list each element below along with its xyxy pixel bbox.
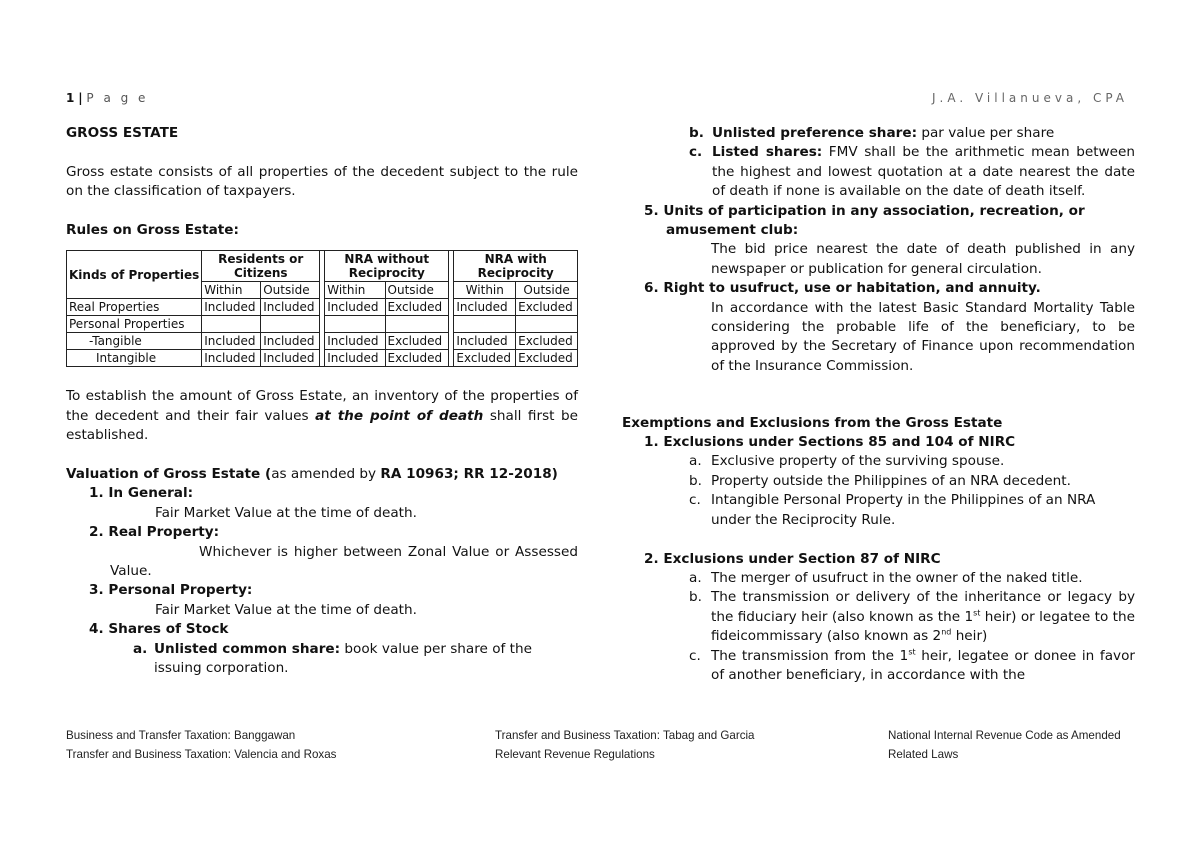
item-real-text: Whichever is higher between Zonal Value or Assessed Value. bbox=[110, 543, 578, 580]
within-label: Within bbox=[202, 282, 261, 299]
row-label: Intangible bbox=[67, 350, 202, 367]
doc-title: GROSS ESTATE bbox=[66, 125, 179, 141]
table-cell bbox=[454, 316, 516, 333]
table-cell: Included bbox=[261, 350, 320, 367]
footer-ref: Relevant Revenue Regulations bbox=[495, 748, 655, 761]
exclusions-85-heading: 1. Exclusions under Sections 85 and 104 of NIRC bbox=[644, 434, 1016, 451]
table-cell bbox=[516, 316, 578, 333]
table-cell bbox=[202, 316, 261, 333]
table-cell: Included bbox=[454, 299, 516, 316]
outside-label: Outside bbox=[516, 282, 578, 299]
group-residents: Residents or Citizens bbox=[202, 251, 320, 282]
table-cell: Included bbox=[325, 299, 385, 316]
row-label: Personal Properties bbox=[67, 316, 202, 333]
left-column bbox=[66, 124, 578, 678]
intro-paragraph: Gross estate consists of all properties of the decedent subject to the rule on the classification of taxpayers. bbox=[66, 163, 578, 200]
item-units-text: The bid price nearest the date of death published in any newspaper or publication for general circulation. bbox=[711, 241, 1135, 277]
table-cell bbox=[385, 316, 449, 333]
right-column bbox=[622, 124, 1135, 685]
footer-references-1 bbox=[66, 726, 336, 764]
table-cell: Excluded bbox=[385, 299, 449, 316]
table-cell bbox=[325, 316, 385, 333]
table-cell: Included bbox=[202, 350, 261, 367]
page-num: 1 bbox=[66, 91, 75, 105]
footer-ref: Transfer and Business Taxation: Tabag and Garcia bbox=[495, 729, 755, 742]
list-item: c. Intangible Personal Property in the Philippines of an NRA under the Reciprocity Rule. bbox=[689, 492, 1096, 528]
group-nra-with: NRA with Reciprocity bbox=[454, 251, 578, 282]
item-real-heading: 2. Real Property: bbox=[89, 524, 220, 541]
outside-label: Outside bbox=[385, 282, 449, 299]
table-cell: Included bbox=[202, 299, 261, 316]
item-usufruct-heading: 6. Right to usufruct, use or habitation, and annuity. bbox=[644, 280, 1041, 297]
footer-references-3 bbox=[888, 726, 1121, 764]
table-cell: Included bbox=[325, 350, 385, 367]
table-cell: Excluded bbox=[454, 350, 516, 367]
list-item: b. Property outside the Philippines of an NRA decedent. bbox=[689, 472, 1071, 489]
item-usufruct-text: In accordance with the latest Basic Standard Mortality Table considering the probable life of the beneficiary, to be approved by the Secretary of Finance upon recommendation of the Insurance Commission. bbox=[711, 299, 1135, 374]
page-label: P a g e bbox=[86, 91, 149, 105]
table-cell: Excluded bbox=[516, 299, 578, 316]
rules-heading: Rules on Gross Estate: bbox=[66, 222, 239, 238]
item-general-text: Fair Market Value at the time of death. bbox=[155, 504, 417, 521]
table-cell: Included bbox=[325, 333, 385, 350]
footer-ref: Related Laws bbox=[888, 748, 959, 761]
footer-ref: Transfer and Business Taxation: Valencia and Roxas bbox=[66, 748, 337, 761]
item-shares-b: b. Unlisted preference share: par value per share bbox=[689, 125, 1055, 141]
footer-ref: National Internal Revenue Code as Amended bbox=[888, 729, 1121, 742]
list-item: c. The transmission from the 1st heir, legatee or donee in favor of another beneficiary, in accordance with the bbox=[689, 647, 1135, 683]
table-cell: Included bbox=[261, 333, 320, 350]
table-cell: Included bbox=[202, 333, 261, 350]
list-item: a. The merger of usufruct in the owner of the naked title. bbox=[689, 569, 1083, 586]
table-cell: Included bbox=[261, 299, 320, 316]
group-nra-without: NRA without Reciprocity bbox=[325, 251, 449, 282]
exclusions-87-heading: 2. Exclusions under Section 87 of NIRC bbox=[644, 550, 941, 567]
page-number: 1 | P a g e bbox=[66, 91, 149, 105]
footer-references-2 bbox=[495, 726, 755, 764]
item-shares-c: c. Listed shares: FMV shall be the arithmetic mean between the highest and lowest quotation at a date nearest the date of death if none is available on the date of death itself. bbox=[689, 144, 1135, 200]
item-personal-heading: 3. Personal Property: bbox=[89, 582, 253, 599]
within-label: Within bbox=[325, 282, 385, 299]
item-personal-text: Fair Market Value at the time of death. bbox=[155, 601, 417, 618]
item-shares-a: a. Unlisted common share: book value per share of the issuing corporation. bbox=[133, 640, 532, 677]
row-label: -Tangible bbox=[67, 333, 202, 350]
author-header: J.A. Villanueva, CPA bbox=[931, 91, 1128, 105]
table-cell: Included bbox=[454, 333, 516, 350]
item-shares-heading: 4. Shares of Stock bbox=[89, 621, 229, 638]
footer-ref: Business and Transfer Taxation: Banggawan bbox=[66, 729, 296, 742]
outside-label: Outside bbox=[261, 282, 320, 299]
table-cell: Excluded bbox=[385, 333, 449, 350]
table-cell: Excluded bbox=[516, 350, 578, 367]
item-units-heading: 5. Units of participation in any association, recreation, or amusement club: bbox=[644, 202, 1085, 239]
table-cell bbox=[261, 316, 320, 333]
rules-table bbox=[66, 250, 578, 367]
item-general-heading: 1. In General: bbox=[89, 485, 194, 502]
row-label: Real Properties bbox=[67, 299, 202, 316]
valuation-heading: Valuation of Gross Estate (as amended by RA 10963; RR 12-2018) bbox=[66, 466, 558, 483]
within-label: Within bbox=[454, 282, 516, 299]
list-item: b. The transmission or delivery of the inheritance or legacy by the fiduciary heir (also known as the 1st heir) or legatee to the fideicommissary (also known as 2nd heir) bbox=[689, 589, 1135, 645]
table-cell: Excluded bbox=[516, 333, 578, 350]
kinds-header: Kinds of Properties bbox=[67, 251, 202, 299]
list-item: a. Exclusive property of the surviving spouse. bbox=[689, 453, 1005, 470]
table-cell: Excluded bbox=[385, 350, 449, 367]
exemptions-heading: Exemptions and Exclusions from the Gross Estate bbox=[622, 414, 1003, 431]
establish-paragraph: To establish the amount of Gross Estate, an inventory of the properties of the decedent and their fair values at the point of death shall first be established. bbox=[66, 388, 578, 444]
